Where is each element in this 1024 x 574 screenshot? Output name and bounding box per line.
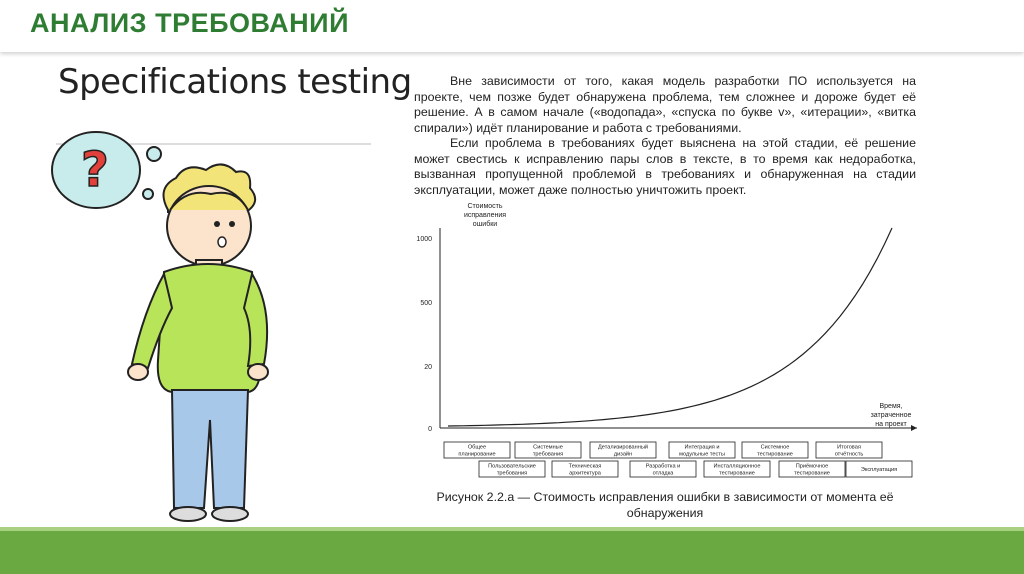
stage-label: Пользовательские bbox=[488, 463, 536, 470]
stage-label: Общее bbox=[467, 444, 487, 451]
stage-label: модульные тесты bbox=[679, 451, 725, 458]
cost-curve bbox=[448, 228, 892, 426]
stage-label: тестирование bbox=[794, 470, 830, 477]
thinking-boy-illustration bbox=[36, 60, 376, 530]
stage-label: Итоговая bbox=[837, 444, 861, 451]
y-tick-label: 0 bbox=[428, 426, 432, 433]
x-axis-label: Время, bbox=[879, 403, 903, 410]
stage-label: Интеграция и bbox=[684, 444, 720, 451]
bubble-question-mark: ? bbox=[81, 142, 109, 198]
y-axis-label: Стоимость bbox=[467, 203, 503, 210]
footer-bar bbox=[0, 531, 1024, 574]
stage-label: планирование bbox=[458, 451, 496, 458]
x-axis-label: на проект bbox=[875, 421, 907, 428]
stage-label: тестирование bbox=[719, 470, 755, 477]
stage-label: Детализированный bbox=[598, 444, 648, 451]
stage-label: Приёмочное bbox=[795, 463, 829, 470]
stage-label: Эксплуатация bbox=[860, 467, 898, 473]
x-axis-label: затраченное bbox=[870, 412, 912, 419]
y-axis-label: ошибки bbox=[472, 221, 498, 228]
stage-label: Разработка и bbox=[645, 463, 681, 470]
cost-chart bbox=[412, 198, 922, 486]
stage-label: Техническая bbox=[568, 463, 602, 470]
stage-label: архитектура bbox=[569, 470, 601, 477]
page-title: АНАЛИЗ ТРЕБОВАНИЙ bbox=[30, 8, 349, 38]
x-axis-arrow bbox=[911, 425, 917, 431]
stage-label: отладка bbox=[652, 470, 674, 477]
body-paragraph-1: Вне зависимости от того, какая модель разработки ПО используется на проекте, чем позже будет обнаружена проблема, тем сложнее и дороже будет её решение. А в самом начале («водопада», «спуска по букве v», «итерации», «витка спирали») идёт планирование и работа с требованиями. bbox=[414, 74, 916, 135]
figure-caption: Рисунок 2.2.а — Стоимость исправления ошибки в зависимости от момента её обнаружения bbox=[436, 490, 894, 520]
stage-label: Системные bbox=[533, 444, 563, 451]
header-bar bbox=[0, 0, 1024, 52]
stage-label: Инсталляционное bbox=[713, 463, 761, 470]
y-tick-label: 20 bbox=[424, 364, 432, 371]
stage-label: требования bbox=[532, 451, 564, 458]
y-tick-label: 1000 bbox=[416, 236, 432, 243]
body-paragraph-2: Если проблема в требованиях будет выяснена на этой стадии, её решение может свестись к исправлению пары слов в тексте, в то время как недоработка, вызванная пропущенной проблемой в требованиях и обнаруженная на стадии эксплуатации, может даже полностью уничтожить проект. bbox=[414, 136, 916, 197]
stage-label: Системное bbox=[760, 444, 790, 451]
stage-label: отчётность bbox=[834, 451, 864, 458]
y-axis-label: исправления bbox=[463, 212, 507, 219]
illustration-title: Specifications testing bbox=[58, 62, 412, 102]
y-tick-label: 500 bbox=[420, 300, 432, 307]
stage-label: тестирование bbox=[757, 451, 793, 458]
stage-label: дизайн bbox=[613, 451, 633, 458]
stage-label: требования bbox=[496, 470, 528, 477]
